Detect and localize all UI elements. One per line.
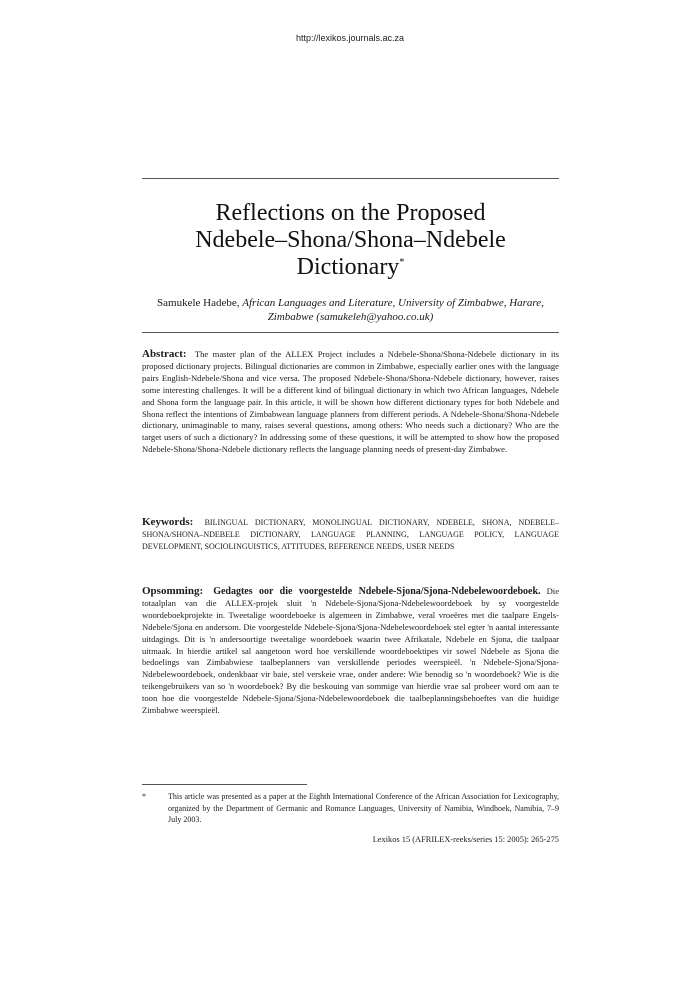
opsomming-label: Opsomming: [142,585,204,597]
author-affiliation: African Languages and Literature, University of Zimbabwe, Harare, Zimbabwe (samukeleh@yahoo.co.uk) [242,297,544,323]
top-rule [142,178,559,179]
footnote [142,791,559,826]
title-line-3 [142,254,559,281]
header-url[interactable]: http://lexikos.journals.ac.za [295,33,405,43]
keywords-text: BILINGUAL DICTIONARY, MONOLINGUAL DICTIONARY, NDEBELE, SHONA, NDEBELE–SHONA/SHONA–NDEBELE DICTIONARY, LANGUAGE PLANNING, LANGUAGE POLICY, LANGUAGE DEVELOPMENT, SOCIOLINGUISTICS, ATTITUDES, REFERENCE NEEDS, USER NEEDS [142,518,559,551]
article-title [142,200,559,281]
opsomming-text: Die totaalplan van die ALLEX-projek sluit 'n Ndebele-Sjona/Sjona-Ndebelewoordeboek by sy voorgestelde woordeboekprojekte in. Tweetalige woordeboeke is algemeen in Zimbabwe, veral vroeëres met die taalpare Engels-Ndebele/Sjona en andersom. Die voorgestelde Ndebele-Sjona/Sjona-Ndebelewoordeboek stel egter 'n aantal interessante uitdagings. Dit is 'n andersoortige tweetalige woordeboek waarin twee Afrikatale, Ndebele en Sjona, die taalpaar uitmaak. In hierdie artikel sal aangetoon word hoe verskillende woordeboektipes vir sowel Ndebele as Sjona die bedoelings van Zimbabwiese taalbeplanners van verskillende periodes weerspieël. 'n Ndebele-Sjona/Sjona-Ndebelewoordeboek, ondenkbaar vir baie, stel verskeie vrae, onder andere: Wie benodig so 'n woordeboek? Wie is die teikengebruikers van so 'n woordeboek? By die beskouing van sommige van hierdie vrae sal probeer word om aan te toon hoe die voorgestelde Ndebele-Sjona/Sjona-Ndebelewoordeboek die taalbeplanningsbehoeftes van die huidige Zimbabwe weerspieël. [142,586,560,716]
title-line-3-text: Dictionary [296,254,400,280]
abstract-label: Abstract: [142,348,187,360]
title-line-1: Reflections on the Proposed [215,200,486,226]
opsomming-subtitle: Gedagtes oor die voorgestelde Ndebele-Sjona/Sjona-Ndebelewoordeboek. [213,586,541,597]
journal-citation: Lexikos 15 (AFRILEX-reeks/series 15: 2005): 265-275 [372,835,559,844]
footnote-rule [142,784,307,785]
abstract-rule [142,332,559,333]
keywords-label: Keywords: [142,516,194,528]
abstract-text: The master plan of the ALLEX Project includes a Ndebele-Shona/Shona-Ndebele dictionary in its proposed dictionary projects. Bilingual dictionaries are common in Zimbabwe, especially earlier ones with the language pairs English-Ndebele/Shona and vice versa. The proposed Ndebele-Shona/Shona-Ndebele dictionary, however, raises some interesting challenges. It will be a different kind of bilingual dictionary in which two African languages, Ndebele and Shona form the language pair. In this article, it will be shown how different dictionary types for both Ndebele and Shona reflect the intentions of Zimbabwean language planners from different periods. A Ndebele-Shona/Shona-Ndebele dictionary, unimaginable to many, raises several questions, among others: Who needs such a dictionary? Who are the target users of such a dictionary? In addressing some of these questions, it will be attempted to show how the proposed Ndebele-Shona/Shona-Ndebele dictionary reflects the language planning needs of present-day Zimbabwe. [142,349,560,455]
footnote-text: This article was presented as a paper at the Eighth International Conference of the African Association for Lexicography, organized by the Department of Germanic and Romance Languages, University of Namibia, Windhoek, Namibia, 7–9 July 2003. [168,792,559,824]
opsomming-section [142,586,559,717]
author-name: Samukele Hadebe, [157,297,240,309]
abstract-section [142,349,559,456]
title-footnote-marker[interactable]: * [399,257,405,268]
title-line-2: Ndebele–Shona/Shona–Ndebele [195,227,506,253]
keywords-section [142,517,559,553]
author-block [142,296,559,324]
footnote-mark: * [142,792,146,801]
